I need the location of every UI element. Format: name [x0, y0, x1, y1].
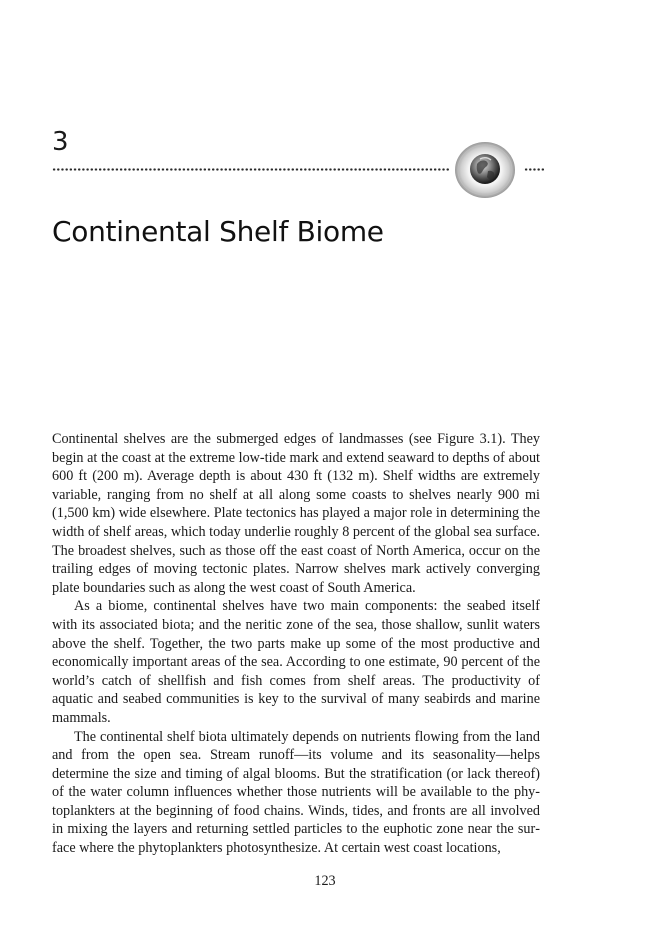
paragraph: The continental shelf biota ultimately depends on nutrients flowing from the land and from the open sea. Stream runoff—its volume and its seasonality—helps determine the size and timing of algal blooms. But the stratification (or lack thereof) of the water column influences whether those nutrients will be available to the phytoplankters at the beginning of food chains. Winds, tides, and fronts are all involved in mixing the layers and returning settled particles to the euphotic zone near the surface where the phytoplankters photosynthesize. At certain west coast locations, — [52, 728, 540, 857]
paragraph: Continental shelves are the submerged edges of landmasses (see Figure 3.1). They begin at the coast at the extreme low-tide mark and extend seaward to depths of about 600 ft (200 m). Average depth is about 430 ft (132 m). Shelf widths are extremely variable, ranging from no shelf at all along some coasts to shelves nearly 900 mi (1,500 km) wide elsewhere. Plate tectonics has played a major role in determining the width of shelf areas, which today underlie roughly 8 percent of the global sea surface. The broadest shelves, such as those off the east coast of North America, occur on the trailing edges of moving tectonic plates. Narrow shelves mark actively converging plate boundaries such as along the west coast of South America. — [52, 431, 540, 596]
chapter-title: Continental Shelf Biome — [52, 215, 384, 248]
paragraph: As a biome, continental shelves have two main components: the seabed itself with its associated biota; and the neritic zone of the sea, those shallow, sunlit waters above the shelf. Together, the two parts make up some of the most productive and economically important areas of the sea. According to one estimate, 90 percent of the world’s catch of shellfish and fish comes from shelf areas. The productivity of aquatic and seabed communities is key to the survival of many seabirds and marine mammals. — [52, 598, 540, 726]
earth-globe-icon — [453, 140, 517, 200]
dotted-rule-right — [524, 168, 544, 171]
page-number: 123 — [314, 873, 336, 889]
body-text — [52, 430, 540, 858]
chapter-ornament-rule — [52, 140, 544, 200]
dotted-rule-left — [52, 168, 450, 171]
chapter-number: 3 — [52, 127, 69, 157]
